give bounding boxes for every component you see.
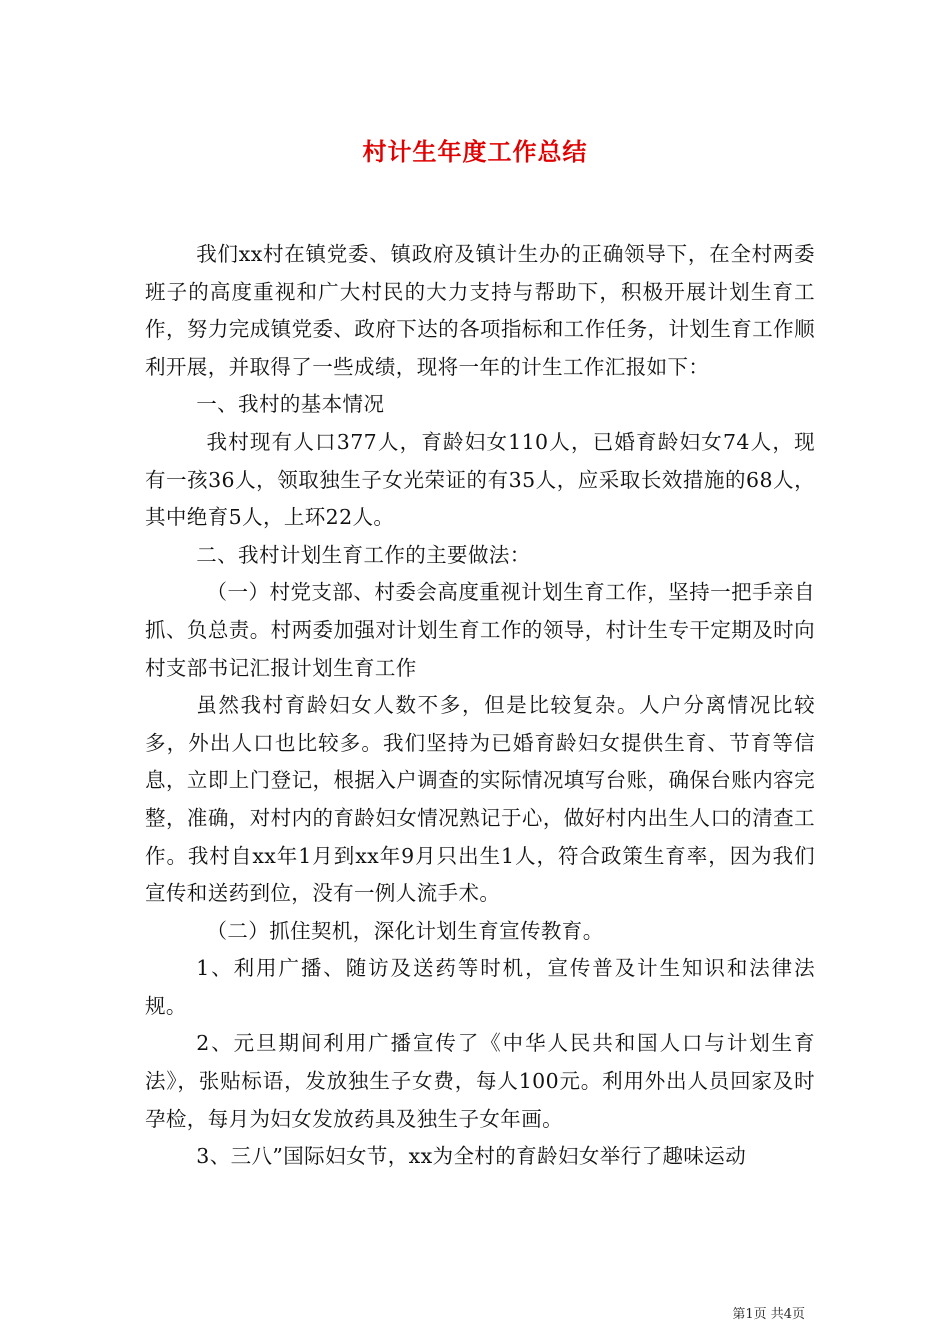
paragraph-basic-info: 我村现有人口377人，育龄妇女110人，已婚育龄妇女74人，现有一孩36人，领取独生子女光荣证的有35人，应采取长效措施的68人，其中绝育5人，上环22人。 xyxy=(145,429,815,530)
list-item-1: 1、利用广播、随访及送药等时机，宣传普及计生知识和法律法规。 xyxy=(145,956,815,1018)
paragraph-details: 虽然我村育龄妇女人数不多，但是比较复杂。人户分离情况比较多，外出人口也比较多。我们坚持为已婚育龄妇女提供生育、节育等信息，立即上门登记，根据入户调查的实际情况填写台账，确保台账内容完整，准确，对村内的育龄妇女情况熟记于心，做好村内出生人口的清查工作。我村自xx年1月到xx年9月只出生1人，符合政策生育率，因为我们宣传和送药到位，没有一例人流手术。 xyxy=(145,693,815,906)
document-title: 村计生年度工作总结 xyxy=(362,137,588,166)
document-body xyxy=(145,236,815,1176)
paragraph-intro: 我们xx村在镇党委、镇政府及镇计生办的正确领导下，在全村两委班子的高度重视和广大村民的大力支持与帮助下，积极开展计划生育工作，努力完成镇党委、政府下达的各项指标和工作任务，计划生育工作顺利开展，并取得了一些成绩，现将一年的计生工作汇报如下： xyxy=(145,242,815,379)
subsection-2: （二）抓住契机，深化计划生育宣传教育。 xyxy=(206,918,604,943)
list-item-2: 2、元旦期间利用广播宣传了《中华人民共和国人口与计划生育法》，张贴标语，发放独生子女费，每人100元。利用外出人员回家及时孕检，每月为妇女发放药具及独生子女年画。 xyxy=(145,1031,815,1131)
page-number: 第1页 共4页 xyxy=(732,1307,805,1322)
list-item-3: 3、三八”国际妇女节，xx为全村的育龄妇女举行了趣味运动 xyxy=(196,1144,747,1169)
subsection-1: （一）村党支部、村委会高度重视计划生育工作，坚持一把手亲自抓、负总责。村两委加强对计划生育工作的领导，村计生专干定期及时向村支部书记汇报计划生育工作 xyxy=(145,580,815,680)
section-heading-1: 一、我村的基本情况 xyxy=(196,392,385,417)
section-heading-2: 二、我村计划生育工作的主要做法： xyxy=(196,542,531,567)
